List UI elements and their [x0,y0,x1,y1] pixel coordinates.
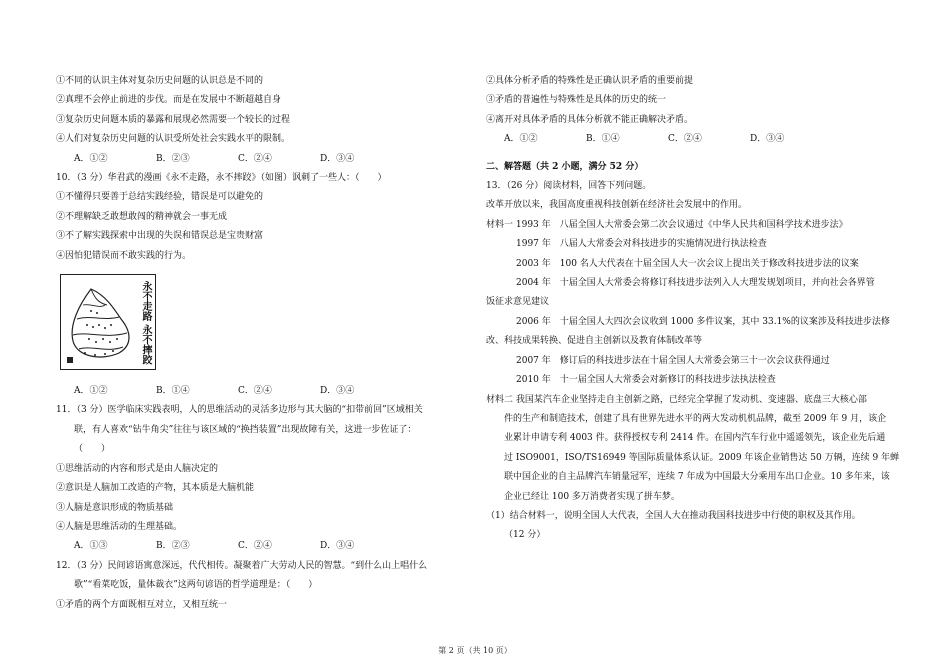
q12-stem: 歌”“看菜吃饭，量体裁衣”这两句谚语的哲学道理是：（ ） [74,580,318,591]
q11-item: ③人脑是意识形成的物质基础 [56,502,174,513]
right-column [486,72,906,546]
q11-stem: 联，有人喜欢“钻牛角尖”往往与该区域的“换挡装置”出现故障有关，这进一步佐证了： [74,424,417,435]
material1-continuation: 改、科技成果转换、促进自主创新以及教育体制改革等 [486,336,703,347]
q10-options [56,382,476,401]
material2-line: 联中国企业的自主品牌汽车销量冠军，连续 7 年成为中国最大分乘用车出口企业。10 多年来，该 [504,472,890,483]
q10-option-c[interactable]: C．②④ [238,386,272,397]
q10-option-d[interactable]: D．③④ [320,386,355,397]
material1-line: 1997 年 八届人大常委会对科技进步的实施情况进行执法检查 [516,239,767,250]
q11-options [56,537,476,556]
material1-line: 2004 年 十届全国人大常委会将修订科技进步法列入人大理发规划项目，并向社会各界管 [516,278,875,289]
q12-item: ④离开对具体矛盾的具体分析就不能正确解决矛盾。 [486,114,694,125]
cartoon-caption: 永不走路 永不摔跤 [140,281,151,365]
q10-item: ④因怕犯错误而不敢实践的行为。 [56,250,192,261]
q12-item: ②具体分析矛盾的特殊性是正确认识矛盾的重要前提 [486,76,694,86]
cartoon-image [60,274,156,370]
q10-item: ①不懂得只要善于总结实践经验，错误是可以避免的 [56,192,264,203]
q12-item: ③矛盾的普遍性与特殊性是具体的历史的统一 [486,95,667,106]
material2-line: 过 ISO9001，ISO/TS16949 等国际质量体系认证。2009 年该企业销售达 50 万辆，连续 9 年蝉 [504,452,900,463]
q13-sub1: （1）结合材料一，说明全国人大代表，全国人大在推动我国科技进步中行使的职权及其作用。 [486,510,861,521]
q11-item: ①思维活动的内容和形式是由人脑决定的 [56,463,219,474]
q11-item: ②意识是人脑加工改造的产物，其本质是大脑机能 [56,483,255,494]
material1-line: 2010 年 十一届全国人大常委会对新修订的科技进步法执法检查 [516,375,776,386]
q9-item: ③复杂历史问题本质的暴露和展现必然需要一个较长的过程 [56,114,291,125]
q9-option-b[interactable]: B．②③ [156,153,190,164]
q10-stem: 10．（3 分）华君武的漫画《永不走路，永不摔跤》（如图）讽刺了一些人：（ ） [56,173,387,184]
left-column [56,72,476,615]
material2-line: 企业已经让 100 多万消费者实现了拼车梦。 [504,491,680,502]
q12-stem: 12．（3 分）民间谚语寓意深远，代代相传。凝聚着广大劳动人民的智慧。“到什么山上唱什么 [56,560,428,571]
q11-option-a[interactable]: A．①③ [74,541,108,552]
material2-line: 材料二 我国某汽车企业坚持走自主创新之路，已经完全掌握了发动机、变速器、底盘三大核心部 [486,394,867,405]
q12-option-a[interactable]: A．①② [504,134,538,145]
q9-option-d[interactable]: D．③④ [320,153,355,164]
material1-line: 2003 年 100 名人大代表在十届全国人大一次会议上提出关于修改科技进步法的议案 [516,258,859,269]
q12-option-c[interactable]: C．②④ [668,134,702,145]
q11-option-b[interactable]: B．②③ [156,541,190,552]
q9-item: ④人们对复杂历史问题的认识受所处社会实践水平的限制。 [56,134,291,145]
q10-item: ③不了解实践探索中出现的失误和错误总是宝贵财富 [56,231,264,242]
q12-option-b[interactable]: B．①④ [586,134,620,145]
section-title: 二、解答题（共 2 小题，满分 52 分） [486,161,644,172]
q9-item: ①不同的认识主体对复杂历史问题的认识总是不同的 [56,76,264,86]
q11-option-d[interactable]: D．③④ [320,541,355,552]
q11-option-c[interactable]: C．②④ [238,541,272,552]
material2-line: 业累计申请专利 4003 件。获得授权专利 2414 件。在国内汽车行业中遥遥领先，该企业先后通 [504,433,886,444]
q12-option-d[interactable]: D．③④ [750,134,785,145]
q12-options [486,130,906,149]
material2-line: 件的生产和制造技术，创建了具有世界先进水平的两大发动机机品牌，截至 2009 年 9 月，该企 [504,413,887,424]
q13-stem: 13．（26 分）阅读材料，回答下列问题。 [486,181,652,192]
material1-continuation: 饭征求意见建议 [486,297,550,308]
material1-line: 2007 年 修订后的科技进步法在十届全国人大常委会第三十一次会议获得通过 [516,355,830,366]
q9-item: ②真理不会停止前进的步伐。而是在发展中不断超越自身 [56,95,282,106]
q9-option-a[interactable]: A．①② [74,153,108,164]
q9-option-c[interactable]: C．②④ [238,153,272,164]
q10-option-a[interactable]: A．①② [74,386,108,397]
page-footer: 第 2 页（共 10 页） [438,646,512,655]
q11-stem: （ ） [74,444,111,455]
material1-line: 2006 年 十届全国人大四次会议收到 1000 多件议案，其中 33.1%的议案涉及科技进步法修 [516,316,890,327]
q13-intro: 改革开放以来，我国高度重视科技创新在经济社会发展中的作用。 [486,200,748,211]
q12-item: ①矛盾的两个方面既相互对立，又相互统一 [56,599,228,610]
q10-item: ②不理解缺乏敢想敢闯的精神就会一事无成 [56,211,228,222]
q11-item: ④人脑是思维活动的生理基础。 [56,521,183,532]
q13-sub1-score: （12 分） [504,530,546,541]
q9-options [56,150,476,169]
q10-option-b[interactable]: B．①④ [156,386,190,397]
q11-stem: 11．（3 分）医学临床实践表明，人的思维活动的灵活多边形与其大脑的“扣带前回”区域相关 [56,405,423,416]
material1-head: 材料一 1993 年 八届全国人大常委会第二次会议通过《中华人民共和国科学技术进步法》 [486,219,848,230]
